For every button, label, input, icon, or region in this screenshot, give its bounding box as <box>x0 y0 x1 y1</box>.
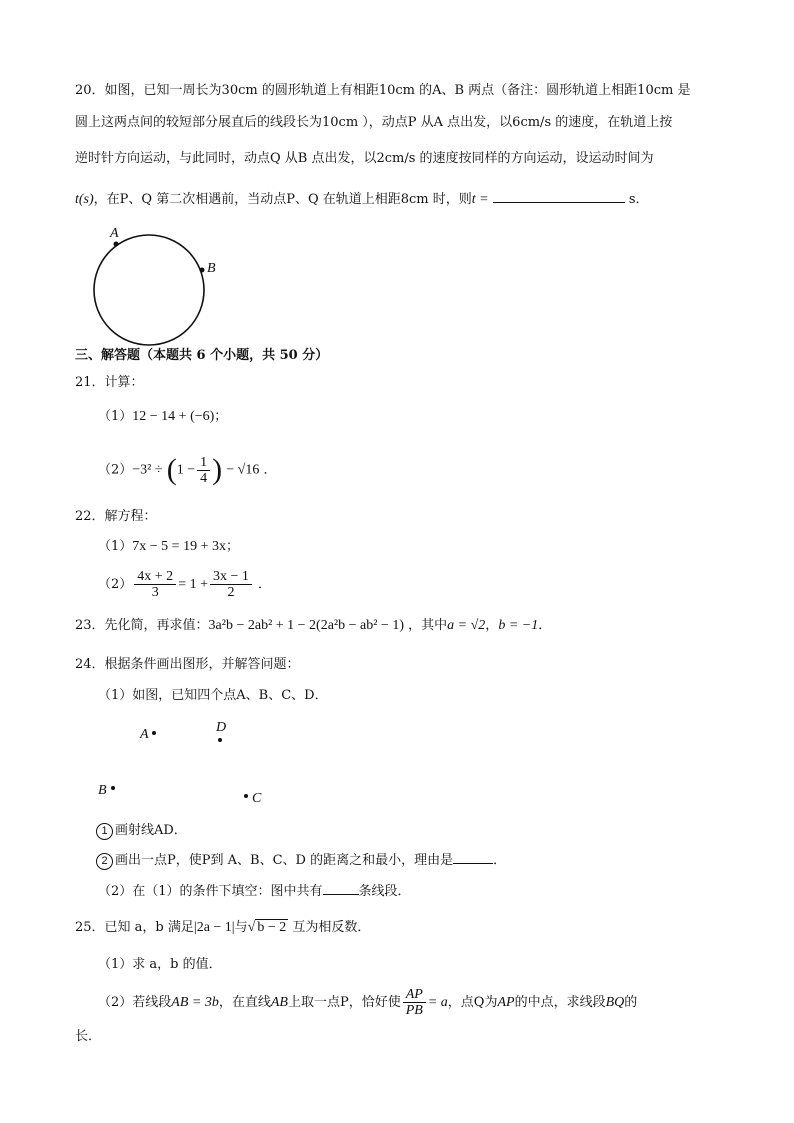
q21-paren-left: ( <box>166 453 177 486</box>
q25-p2-d: ，点Q为 <box>447 995 498 1010</box>
point-a-dot <box>152 731 156 735</box>
q21-fraction <box>197 455 210 486</box>
q21-frac-num: 1 <box>197 455 210 471</box>
q24-step1 <box>96 822 187 840</box>
q22-frac1-den: 3 <box>151 585 159 600</box>
q21-p1-index: （1） <box>98 409 133 424</box>
q25-and: 与 <box>234 920 248 935</box>
point-c-label: C <box>252 791 262 806</box>
q23-line <box>75 617 551 635</box>
q21-p1-expression: 12 − 14 + (−6) <box>132 409 215 424</box>
q24-part2-a: （2）在（1）的条件下填空：图中共有 <box>98 884 323 899</box>
q21-paren-right: ) <box>212 453 223 486</box>
q25-line-end: 长． <box>75 1029 102 1044</box>
q25-ab-eq: AB = 3b <box>171 995 219 1010</box>
q25-ap: AP <box>497 995 515 1010</box>
q25-eq-a: = a <box>427 995 448 1010</box>
q25-opposite: 互为相反数． <box>292 920 371 935</box>
q20-unit: s． <box>628 192 649 207</box>
q24-step2 <box>96 852 506 870</box>
q21-p2-part-b: − √16 <box>226 462 260 478</box>
point-b-label: B <box>98 783 107 798</box>
q21-p2-part-a: −3² ÷ <box>132 462 163 478</box>
q22-fraction-2 <box>210 569 252 600</box>
q25-sqrt-sign: √ <box>247 920 256 935</box>
q24-part1: （1）如图，已知四个点A、B、C、D． <box>98 688 328 703</box>
q22-fraction-1 <box>134 569 176 600</box>
q24-part2-b: 条线段． <box>358 884 411 899</box>
q20-answer-blank[interactable] <box>493 202 625 203</box>
q20-line3: 逆时针方向运动，与此同时，动点Q 从B 点出发，以2cm/s 的速度按同样的方向运动，设运动时间为 <box>75 151 654 166</box>
q20-circle-figure <box>88 228 218 348</box>
q22-part2 <box>98 568 271 602</box>
q24-part2 <box>98 883 411 901</box>
q25-p2-c: 上取一点P，恰好使 <box>287 995 401 1010</box>
point-b-dot <box>111 786 115 790</box>
q22-p1-index: （1） <box>98 539 133 554</box>
q24-reason-blank[interactable] <box>453 863 493 864</box>
q22-part1 <box>98 538 239 556</box>
q23-sep: ， <box>485 618 499 633</box>
q20-t-eq: t = <box>471 192 489 207</box>
q25-p2-f: 的 <box>624 995 638 1010</box>
section-3-title: 三、解答题（本题共 6 个小题，共 50 分） <box>75 348 329 363</box>
q21-p2-index: （2） <box>98 462 133 478</box>
q21-part1 <box>98 408 227 426</box>
q21-p2-one: 1 − <box>176 462 196 478</box>
q23-expression: 3a²b − 2ab² + 1 − 2(2a²b − ab² − 1) <box>208 618 404 633</box>
q22-p1-expression: 7x − 5 = 19 + 3x <box>132 539 226 554</box>
point-d-label: D <box>216 720 227 735</box>
circled-number-2: 2 <box>96 853 113 870</box>
point-a-dot <box>114 242 119 247</box>
q21-part2 <box>98 454 277 487</box>
q25-part2 <box>98 986 637 1020</box>
q25-line1 <box>75 919 370 937</box>
q23-a-value: a = √2 <box>447 618 486 633</box>
q25-p2-a: （2）若线段 <box>98 995 172 1010</box>
point-b-dot <box>200 268 205 273</box>
q23-where: ，其中 <box>408 618 448 633</box>
q25-p2-b: ，在直线 <box>218 995 271 1010</box>
q25-fraction <box>403 987 426 1018</box>
circle-label-a: A <box>110 226 119 241</box>
q20-line2: 圆上这两点间的较短部分展直后的线段长为10cm ），动点P 从A 点出发，以6cm/s 的速度，在轨道上按 <box>75 115 673 130</box>
q22-frac2-den: 2 <box>227 585 235 600</box>
q24-step2-end: ． <box>493 853 507 868</box>
q25-bq: BQ <box>605 995 625 1010</box>
q24-step2-text: 画出一点P，使P到 A、B、C、D 的距离之和最小，理由是 <box>115 853 454 868</box>
q25-lead: 25．已知 a，b 满足 <box>75 920 194 935</box>
q23-lead: 23．先化简，再求值： <box>75 618 209 633</box>
q24-count-blank[interactable] <box>323 894 359 895</box>
q20-time-var: t(s) <box>75 192 94 207</box>
circled-number-1: 1 <box>96 823 113 840</box>
q22-frac1-num: 4x + 2 <box>134 569 176 585</box>
q21-p2-end: ． <box>263 462 277 478</box>
q25-abs-expr: |2a − 1| <box>193 920 235 935</box>
q20-line1: 20．如图，已知一周长为30cm 的圆形轨道上有相距10cm 的A、B 两点（备注：圆形轨道上相距10cm 是 <box>75 83 691 98</box>
q25-frac-num: AP <box>403 987 426 1003</box>
q22-p2-mid: = 1 + <box>178 577 208 592</box>
q22-p1-end: ； <box>225 539 239 554</box>
q21-frac-den: 4 <box>200 470 208 486</box>
q22-p2-index: （2） <box>98 577 133 592</box>
q23-b-value: b = −1 <box>498 618 539 633</box>
point-d-dot <box>218 738 222 742</box>
q21-head: 21．计算： <box>75 375 144 390</box>
q22-p2-end: ． <box>258 577 272 592</box>
q25-sqrt-expr: b − 2 <box>257 920 287 935</box>
q22-frac2-num: 3x − 1 <box>210 569 252 585</box>
q24-head: 24．根据条件画出图形，并解答问题： <box>75 657 300 672</box>
q25-part1: （1）求 a，b 的值． <box>98 957 222 972</box>
circle-label-b: B <box>207 261 216 276</box>
q23-end: ． <box>538 618 552 633</box>
point-c-dot <box>244 794 248 798</box>
q25-p2-e: 的中点，求线段 <box>514 995 606 1010</box>
q25-line-ab: AB <box>270 995 288 1010</box>
q22-head: 22．解方程： <box>75 509 157 524</box>
point-a-label: A <box>140 727 149 742</box>
q20-line4 <box>75 191 649 209</box>
q20-line4-text: ，在P、Q 第二次相遇前，当动点P、Q 在轨道上相距8cm 时，则 <box>93 192 472 207</box>
q21-p1-end: ； <box>214 409 228 424</box>
circular-track <box>94 235 204 345</box>
q25-frac-den: PB <box>405 1003 423 1018</box>
q24-step1-text: 画射线AD． <box>115 823 187 838</box>
